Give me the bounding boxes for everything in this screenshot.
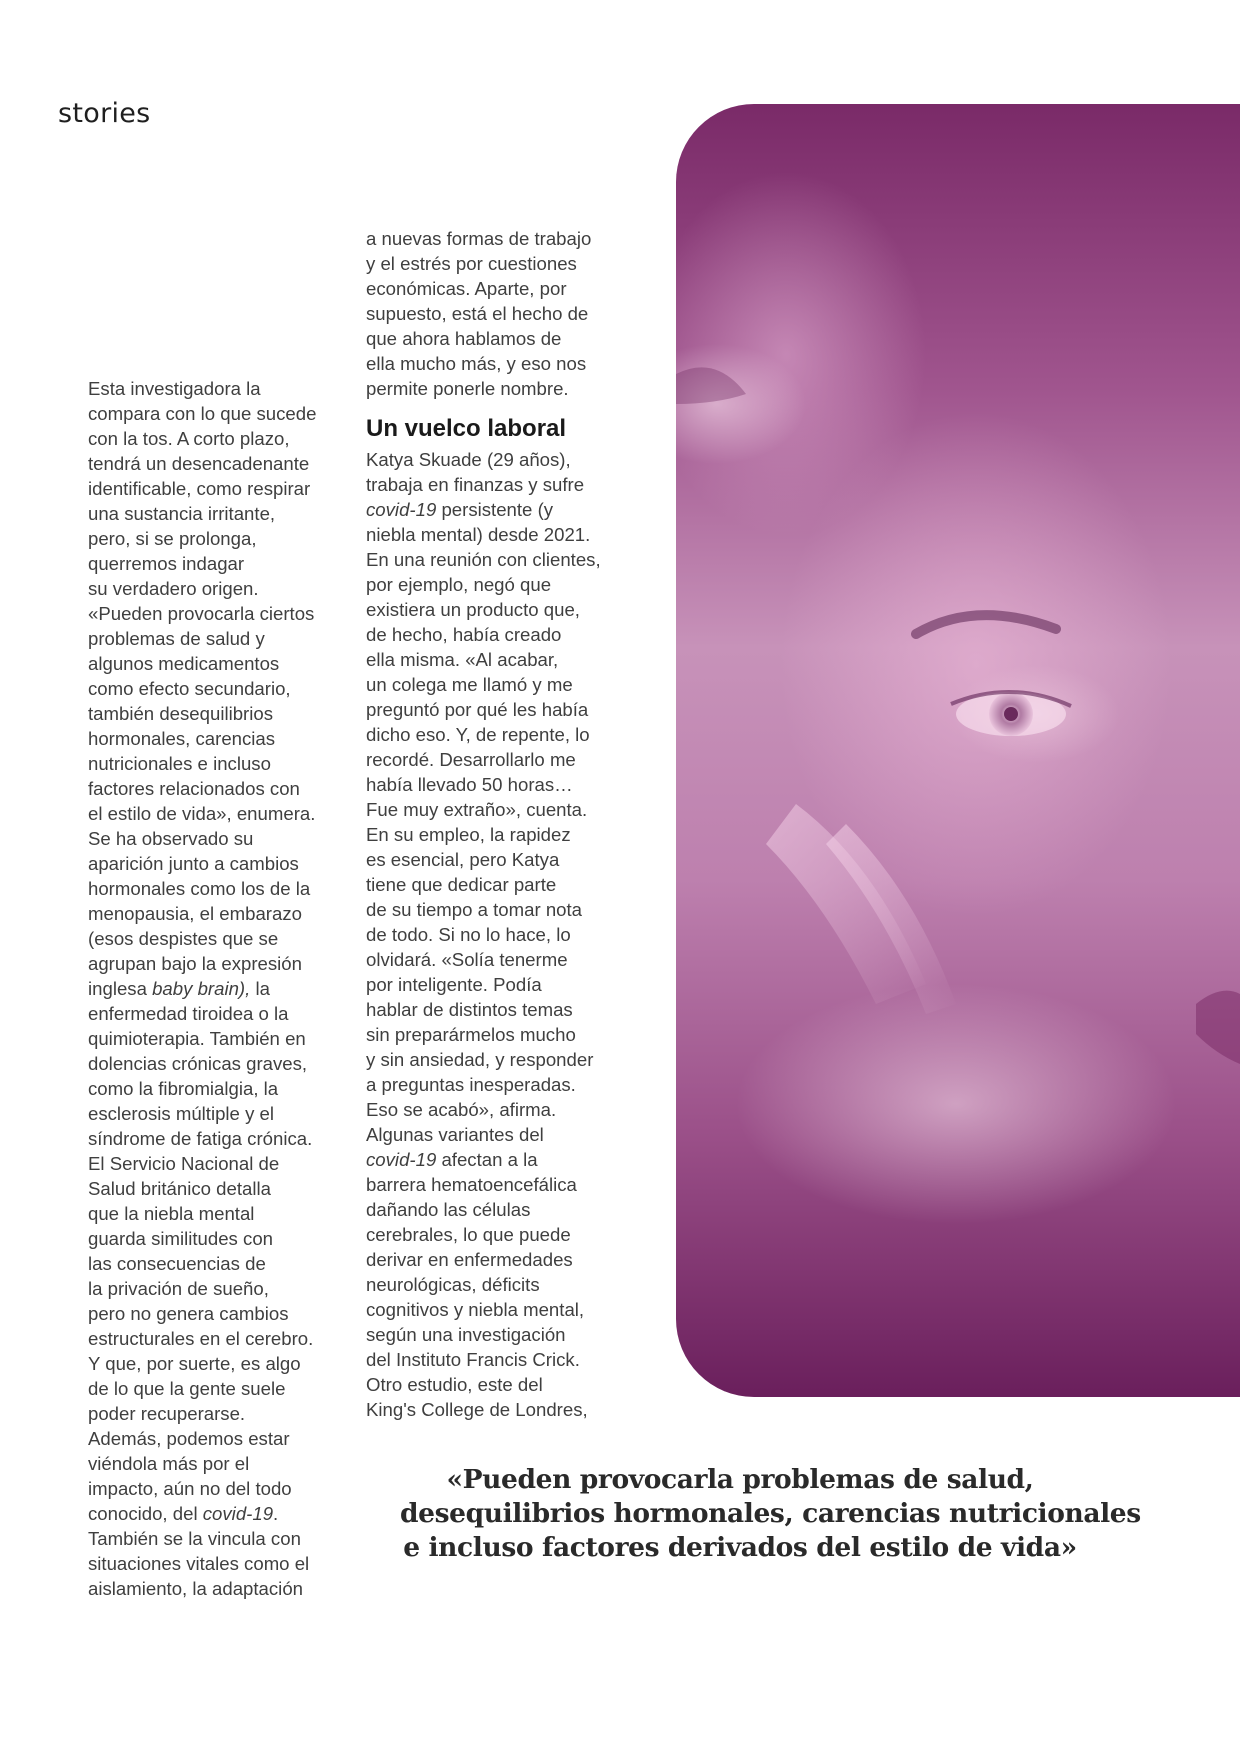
text-line: del Instituto Francis Crick. [366, 1349, 580, 1370]
text-line: con la tos. A corto plazo, [88, 428, 290, 449]
text-line: una sustancia irritante, [88, 503, 276, 524]
text-line: Katya Skuade (29 años), [366, 449, 571, 470]
text-line: neurológicas, déficits [366, 1274, 540, 1295]
text-line: las consecuencias de [88, 1253, 266, 1274]
text-line: ella mucho más, y eso nos [366, 353, 587, 374]
italic-term: covid-19 [366, 1149, 437, 1170]
text-line: derivar en enfermedades [366, 1249, 573, 1270]
text-line: También se la vincula con [88, 1528, 301, 1549]
text-line: como la fibromialgia, la [88, 1078, 279, 1099]
text-line: Salud británico detalla [88, 1178, 271, 1199]
text-line: es esencial, pero Katya [366, 849, 560, 870]
text-line: factores relacionados con [88, 778, 300, 799]
text-line: dolencias crónicas graves, [88, 1053, 308, 1074]
text-line: síndrome de fatiga crónica. [88, 1128, 313, 1149]
text-line: Y que, por suerte, es algo [88, 1353, 301, 1374]
text-line: un colega me llamó y me [366, 674, 573, 695]
text-line: identificable, como respirar [88, 478, 311, 499]
text-line-mixed [366, 1147, 628, 1172]
article-column-1 [88, 376, 350, 1601]
text-line: el estilo de vida», enumera. [88, 803, 316, 824]
text-line: Esta investigadora la [88, 378, 261, 399]
text-line: y el estrés por cuestiones [366, 253, 577, 274]
text-line: (esos despistes que se [88, 928, 279, 949]
text-line: su verdadero origen. [88, 578, 259, 599]
text-line: de todo. Si no lo hace, lo [366, 924, 571, 945]
text-line: Algunas variantes del [366, 1124, 544, 1145]
text-line: poder recuperarse. [88, 1403, 246, 1424]
text-line: pero no genera cambios [88, 1303, 289, 1324]
text-line: que ahora hablamos de [366, 328, 562, 349]
text-line: aparición junto a cambios [88, 853, 299, 874]
text-line: estructurales en el cerebro. [88, 1328, 314, 1349]
text-line: cerebrales, lo que puede [366, 1224, 571, 1245]
text-line: sin preparármelos mucho [366, 1024, 576, 1045]
text-line: hablar de distintos temas [366, 999, 573, 1020]
text-line: recordé. Desarrollarlo me [366, 749, 576, 770]
text-line: trabaja en finanzas y sufre [366, 474, 585, 495]
text-line: dañando las células [366, 1199, 531, 1220]
text-line: por ejemplo, negó que [366, 574, 552, 595]
text-line: de lo que la gente suele [88, 1378, 286, 1399]
text-line: de hecho, había creado [366, 624, 562, 645]
text-line: agrupan bajo la expresión [88, 953, 302, 974]
text-line: Se ha observado su [88, 828, 254, 849]
text-segment: afectan a la [436, 1149, 538, 1170]
text-line: tendrá un desencadenante [88, 453, 310, 474]
text-line: aislamiento, la adaptación [88, 1578, 303, 1599]
text-segment: persistente (y [436, 499, 554, 520]
text-line: que la niebla mental [88, 1203, 255, 1224]
text-segment: . [273, 1503, 279, 1524]
text-line: menopausia, el embarazo [88, 903, 302, 924]
text-line: por inteligente. Podía [366, 974, 542, 995]
text-line: algunos medicamentos [88, 653, 280, 674]
face-illustration [676, 104, 1240, 1397]
text-line: permite ponerle nombre. [366, 378, 569, 399]
text-line: de su tiempo a tomar nota [366, 899, 583, 920]
text-line: barrera hematoencefálica [366, 1174, 577, 1195]
text-line: cognitivos y niebla mental, [366, 1299, 585, 1320]
text-line: compara con lo que sucede [88, 403, 317, 424]
text-line-mixed [366, 497, 628, 522]
text-line: esclerosis múltiple y el [88, 1103, 275, 1124]
text-line: impacto, aún no del todo [88, 1478, 292, 1499]
section-label: stories [58, 98, 151, 129]
pull-quote [400, 1463, 1141, 1565]
text-line: supuesto, está el hecho de [366, 303, 589, 324]
text-line: En una reunión con clientes, [366, 549, 601, 570]
text-line: como efecto secundario, [88, 678, 291, 699]
text-line: viéndola más por el [88, 1453, 250, 1474]
text-line: Fue muy extraño», cuenta. [366, 799, 588, 820]
text-line: y sin ansiedad, y responder [366, 1049, 594, 1070]
italic-term: covid-19 [366, 499, 437, 520]
text-line: ella misma. «Al acabar, [366, 649, 559, 670]
text-line: a preguntas inesperadas. [366, 1074, 576, 1095]
text-line: Eso se acabó», afirma. [366, 1099, 557, 1120]
text-line: nutricionales e incluso [88, 753, 271, 774]
text-line: «Pueden provocarla ciertos [88, 603, 315, 624]
text-line: preguntó por qué les había [366, 699, 589, 720]
text-line: había llevado 50 horas… [366, 774, 573, 795]
portrait-photo [676, 104, 1240, 1397]
text-line: hormonales, carencias [88, 728, 276, 749]
text-line: Otro estudio, este del [366, 1374, 543, 1395]
pull-quote-line: desequilibrios hormonales, carencias nutricionales [400, 1498, 1141, 1529]
text-line: enfermedad tiroidea o la [88, 1003, 289, 1024]
text-line: niebla mental) desde 2021. [366, 524, 591, 545]
text-line-mixed [88, 1501, 350, 1526]
italic-term: baby brain), [152, 978, 251, 999]
text-line: a nuevas formas de trabajo [366, 228, 592, 249]
article-column-2 [366, 226, 628, 1422]
text-line: pero, si se prolonga, [88, 528, 257, 549]
text-line: económicas. Aparte, por [366, 278, 567, 299]
text-line: también desequilibrios [88, 703, 274, 724]
text-line: dicho eso. Y, de repente, lo [366, 724, 590, 745]
text-line: querremos indagar [88, 553, 245, 574]
text-line: hormonales como los de la [88, 878, 311, 899]
subheading: Un vuelco laboral [366, 415, 567, 442]
text-line: En su empleo, la rapidez [366, 824, 571, 845]
text-segment: la [250, 978, 270, 999]
italic-term: covid-19 [202, 1503, 274, 1524]
text-line: El Servicio Nacional de [88, 1153, 280, 1174]
text-line: guarda similitudes con [88, 1228, 274, 1249]
pull-quote-line: «Pueden provocarla problemas de salud, [446, 1464, 1034, 1495]
text-line: existiera un producto que, [366, 599, 580, 620]
text-line: situaciones vitales como el [88, 1553, 310, 1574]
text-line: según una investigación [366, 1324, 566, 1345]
text-line: Además, podemos estar [88, 1428, 290, 1449]
text-line: King's College de Londres, [366, 1399, 588, 1420]
text-line: tiene que dedicar parte [366, 874, 557, 895]
text-line: problemas de salud y [88, 628, 265, 649]
text-line: quimioterapia. También en [88, 1028, 306, 1049]
text-line-mixed [88, 976, 350, 1001]
text-segment: conocido, del [88, 1503, 203, 1524]
text-segment: inglesa [88, 978, 153, 999]
pull-quote-line: e incluso factores derivados del estilo de vida» [403, 1532, 1077, 1563]
text-line: olvidará. «Solía tenerme [366, 949, 568, 970]
text-line: la privación de sueño, [88, 1278, 269, 1299]
